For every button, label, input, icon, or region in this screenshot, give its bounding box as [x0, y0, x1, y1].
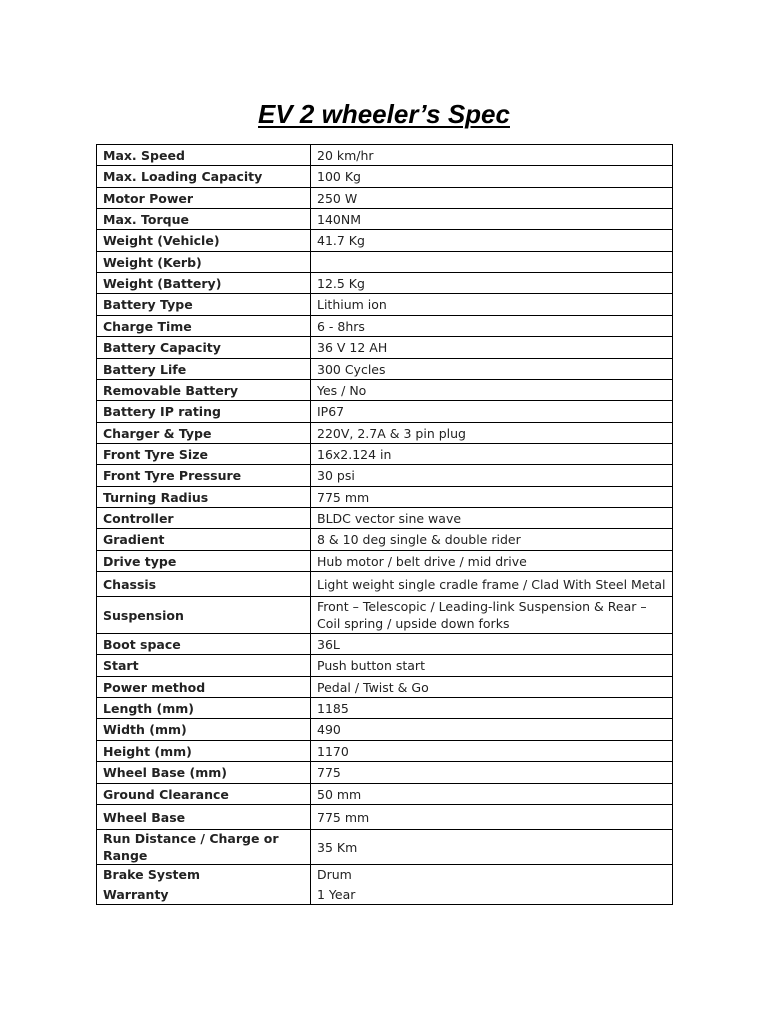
spec-row: [97, 252, 673, 273]
spec-value: Drum: [311, 865, 673, 885]
spec-label: Run Distance / Charge or Range: [97, 830, 311, 865]
spec-value: 1170: [311, 741, 673, 762]
spec-label: Charge Time: [97, 316, 311, 337]
spec-row: [97, 401, 673, 423]
spec-label: Max. Torque: [97, 209, 311, 230]
spec-label: Charger & Type: [97, 423, 311, 444]
spec-row: [97, 188, 673, 209]
spec-value: Yes / No: [311, 380, 673, 401]
spec-row: [97, 784, 673, 805]
spec-label: Gradient: [97, 529, 311, 551]
spec-row: [97, 551, 673, 572]
spec-row: [97, 597, 673, 634]
spec-label: Weight (Battery): [97, 273, 311, 294]
spec-label: Suspension: [97, 597, 311, 634]
spec-label: Weight (Kerb): [97, 252, 311, 273]
spec-label: Front Tyre Size: [97, 444, 311, 465]
spec-row: [97, 741, 673, 762]
spec-value: [311, 252, 673, 273]
spec-value: IP67: [311, 401, 673, 423]
spec-row: [97, 145, 673, 166]
spec-label: Turning Radius: [97, 487, 311, 508]
spec-label: Battery Type: [97, 294, 311, 316]
spec-value: BLDC vector sine wave: [311, 508, 673, 529]
spec-value: 100 Kg: [311, 166, 673, 188]
spec-row: [97, 465, 673, 487]
spec-label: Motor Power: [97, 188, 311, 209]
spec-label: Warranty: [97, 885, 311, 905]
spec-value: 1 Year: [311, 885, 673, 905]
spec-row: [97, 529, 673, 551]
spec-value: 220V, 2.7A & 3 pin plug: [311, 423, 673, 444]
spec-value: Front – Telescopic / Leading-link Suspension & Rear – Coil spring / upside down forks: [311, 597, 673, 634]
spec-row: [97, 359, 673, 380]
spec-row: [97, 294, 673, 316]
spec-label: Front Tyre Pressure: [97, 465, 311, 487]
spec-value: Push button start: [311, 655, 673, 677]
spec-label: Height (mm): [97, 741, 311, 762]
spec-row: [97, 885, 673, 905]
spec-label: Length (mm): [97, 698, 311, 719]
spec-label: Power method: [97, 677, 311, 698]
spec-label: Max. Speed: [97, 145, 311, 166]
spec-value: 775 mm: [311, 805, 673, 830]
spec-row: [97, 634, 673, 655]
spec-label: Width (mm): [97, 719, 311, 741]
spec-row: [97, 209, 673, 230]
spec-value: 490: [311, 719, 673, 741]
spec-row: [97, 444, 673, 465]
spec-label: Start: [97, 655, 311, 677]
spec-value: 30 psi: [311, 465, 673, 487]
spec-row: [97, 423, 673, 444]
spec-row: [97, 166, 673, 188]
spec-label: Drive type: [97, 551, 311, 572]
spec-row: [97, 337, 673, 359]
spec-row: [97, 677, 673, 698]
spec-label: Ground Clearance: [97, 784, 311, 805]
spec-row: [97, 865, 673, 885]
spec-row: [97, 508, 673, 529]
spec-row: [97, 316, 673, 337]
spec-value: 16x2.124 in: [311, 444, 673, 465]
page-title: EV 2 wheeler’s Spec: [258, 99, 510, 129]
spec-value: 775: [311, 762, 673, 784]
spec-row: [97, 655, 673, 677]
spec-label: Weight (Vehicle): [97, 230, 311, 252]
spec-label: Chassis: [97, 572, 311, 597]
spec-table-body: [97, 145, 673, 905]
spec-value: Lithium ion: [311, 294, 673, 316]
spec-value: 12.5 Kg: [311, 273, 673, 294]
spec-value: 8 & 10 deg single & double rider: [311, 529, 673, 551]
spec-value: 775 mm: [311, 487, 673, 508]
spec-value: 140NM: [311, 209, 673, 230]
spec-value: Light weight single cradle frame / Clad With Steel Metal: [311, 572, 673, 597]
spec-value: Pedal / Twist & Go: [311, 677, 673, 698]
spec-row: [97, 487, 673, 508]
spec-value: Hub motor / belt drive / mid drive: [311, 551, 673, 572]
spec-label: Wheel Base (mm): [97, 762, 311, 784]
spec-value: 1185: [311, 698, 673, 719]
spec-row: [97, 719, 673, 741]
spec-label: Wheel Base: [97, 805, 311, 830]
spec-label: Max. Loading Capacity: [97, 166, 311, 188]
spec-row: [97, 380, 673, 401]
spec-value: 250 W: [311, 188, 673, 209]
spec-value: 41.7 Kg: [311, 230, 673, 252]
spec-value: 35 Km: [311, 830, 673, 865]
spec-value: 36L: [311, 634, 673, 655]
spec-row: [97, 230, 673, 252]
spec-table: [96, 144, 673, 905]
spec-label: Battery Life: [97, 359, 311, 380]
spec-label: Removable Battery: [97, 380, 311, 401]
spec-row: [97, 572, 673, 597]
spec-label: Brake System: [97, 865, 311, 885]
spec-label: Boot space: [97, 634, 311, 655]
spec-label: Battery Capacity: [97, 337, 311, 359]
spec-row: [97, 805, 673, 830]
spec-label: Battery IP rating: [97, 401, 311, 423]
spec-value: 50 mm: [311, 784, 673, 805]
spec-value: 20 km/hr: [311, 145, 673, 166]
spec-label: Controller: [97, 508, 311, 529]
spec-row: [97, 762, 673, 784]
spec-row: [97, 698, 673, 719]
spec-row: [97, 273, 673, 294]
spec-value: 36 V 12 AH: [311, 337, 673, 359]
spec-value: 6 - 8hrs: [311, 316, 673, 337]
spec-row: [97, 830, 673, 865]
spec-value: 300 Cycles: [311, 359, 673, 380]
